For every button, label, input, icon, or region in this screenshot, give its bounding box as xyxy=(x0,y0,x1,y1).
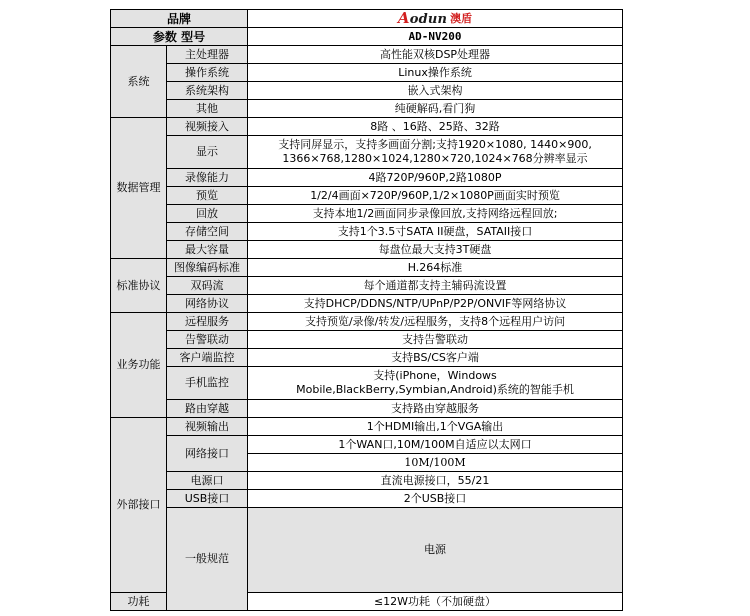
row-label: 视频接入 xyxy=(167,118,248,136)
row-value: 2个USB接口 xyxy=(248,490,623,508)
row-value-line: 支持(iPhone，Windows xyxy=(373,369,497,382)
row-value: 支持路由穿越服务 xyxy=(248,400,623,418)
table-row xyxy=(111,400,623,418)
row-value: 支持预览/录像/转发/远程服务，支持8个远程用户访问 xyxy=(248,313,623,331)
row-label: 手机监控 xyxy=(167,367,248,400)
section-title-system: 系统 xyxy=(111,46,167,118)
brand-logo-cn: 澳盾 xyxy=(450,11,473,25)
table-row xyxy=(111,259,623,277)
spec-table xyxy=(110,9,623,611)
row-value: 1个WAN口,10M/100M自适应以太网口 xyxy=(248,436,623,454)
row-value: 10M/100M xyxy=(248,454,623,472)
row-label: 录像能力 xyxy=(167,169,248,187)
table-row xyxy=(111,187,623,205)
row-value: 高性能双核DSP处理器 xyxy=(248,46,623,64)
model-row xyxy=(111,28,623,46)
row-value xyxy=(248,136,623,169)
section-title-general: 一般规范 xyxy=(167,508,248,611)
row-label: 存储空间 xyxy=(167,223,248,241)
row-value: 8路 、16路、25路、32路 xyxy=(248,118,623,136)
row-label: 电源口 xyxy=(167,472,248,490)
brand-label: 品牌 xyxy=(111,10,248,28)
row-label: 最大容量 xyxy=(167,241,248,259)
table-row xyxy=(111,223,623,241)
table-row xyxy=(111,508,623,593)
row-label: 图像编码标准 xyxy=(167,259,248,277)
row-value: 支持BS/CS客户端 xyxy=(248,349,623,367)
table-row xyxy=(111,118,623,136)
table-row xyxy=(111,100,623,118)
section-title-standard: 标准协议 xyxy=(111,259,167,313)
row-value: 支持本地1/2画面同步录像回放,支持网络远程回放; xyxy=(248,205,623,223)
row-value: 4路720P/960P,2路1080P xyxy=(248,169,623,187)
row-label: 电源 xyxy=(248,508,623,593)
row-label: 其他 xyxy=(167,100,248,118)
section-title-data: 数据管理 xyxy=(111,118,167,259)
table-row xyxy=(111,169,623,187)
row-label: 操作系统 xyxy=(167,64,248,82)
row-value: ≤12W功耗（不加硬盘） xyxy=(248,593,623,611)
table-row xyxy=(111,418,623,436)
row-label: 显示 xyxy=(167,136,248,169)
table-row xyxy=(111,241,623,259)
row-label: 回放 xyxy=(167,205,248,223)
params-model-label: 参数 型号 xyxy=(111,28,248,46)
row-label: 预览 xyxy=(167,187,248,205)
row-value: 支持1个3.5寸SATA II硬盘，SATAII接口 xyxy=(248,223,623,241)
row-value: 每盘位最大支持3T硬盘 xyxy=(248,241,623,259)
row-value-line: Mobile,BlackBerry,Symbian,Android)系统的智能手机 xyxy=(296,383,574,396)
table-row xyxy=(111,436,623,454)
row-value: 嵌入式架构 xyxy=(248,82,623,100)
row-label: 客户端监控 xyxy=(167,349,248,367)
table-row xyxy=(111,64,623,82)
row-value: 支持告警联动 xyxy=(248,331,623,349)
table-row xyxy=(111,331,623,349)
row-value: 支持DHCP/DDNS/NTP/UPnP/P2P/ONVIF等网络协议 xyxy=(248,295,623,313)
row-value-line: 1366×768,1280×1024,1280×720,1024×768分辨率显示 xyxy=(282,152,588,165)
table-row xyxy=(111,349,623,367)
table-row xyxy=(111,277,623,295)
table-row xyxy=(111,295,623,313)
row-label: 网络协议 xyxy=(167,295,248,313)
row-label: 远程服务 xyxy=(167,313,248,331)
row-value: 每个通道都支持主辅码流设置 xyxy=(248,277,623,295)
section-title-business: 业务功能 xyxy=(111,313,167,418)
brand-row xyxy=(111,10,623,28)
table-row xyxy=(111,472,623,490)
row-label: 功耗 xyxy=(111,593,167,611)
model-value: AD-NV200 xyxy=(248,28,623,46)
row-label: USB接口 xyxy=(167,490,248,508)
row-value: 直流电源接口，55/21 xyxy=(248,472,623,490)
table-row xyxy=(111,205,623,223)
table-row xyxy=(111,136,623,169)
row-label: 网络接口 xyxy=(167,436,248,472)
row-value: 1/2/4画面×720P/960P,1/2×1080P画面实时预览 xyxy=(248,187,623,205)
row-label: 路由穿越 xyxy=(167,400,248,418)
table-row xyxy=(111,490,623,508)
row-value-line: 支持同屏显示，支持多画面分割;支持1920×1080, 1440×900, xyxy=(278,138,592,151)
brand-logo xyxy=(248,10,623,28)
row-value: Linux操作系统 xyxy=(248,64,623,82)
table-row xyxy=(111,367,623,400)
row-value: 1个HDMI输出,1个VGA输出 xyxy=(248,418,623,436)
row-value xyxy=(248,367,623,400)
row-label: 视频输出 xyxy=(167,418,248,436)
row-label: 主处理器 xyxy=(167,46,248,64)
row-label: 告警联动 xyxy=(167,331,248,349)
table-row xyxy=(111,313,623,331)
row-value: H.264标准 xyxy=(248,259,623,277)
row-label: 双码流 xyxy=(167,277,248,295)
section-title-external: 外部接口 xyxy=(111,418,167,593)
brand-logo-text: Aodun xyxy=(397,9,448,27)
table-row xyxy=(111,46,623,64)
table-row xyxy=(111,82,623,100)
row-label: 系统架构 xyxy=(167,82,248,100)
row-value: 纯硬解码,看门狗 xyxy=(248,100,623,118)
